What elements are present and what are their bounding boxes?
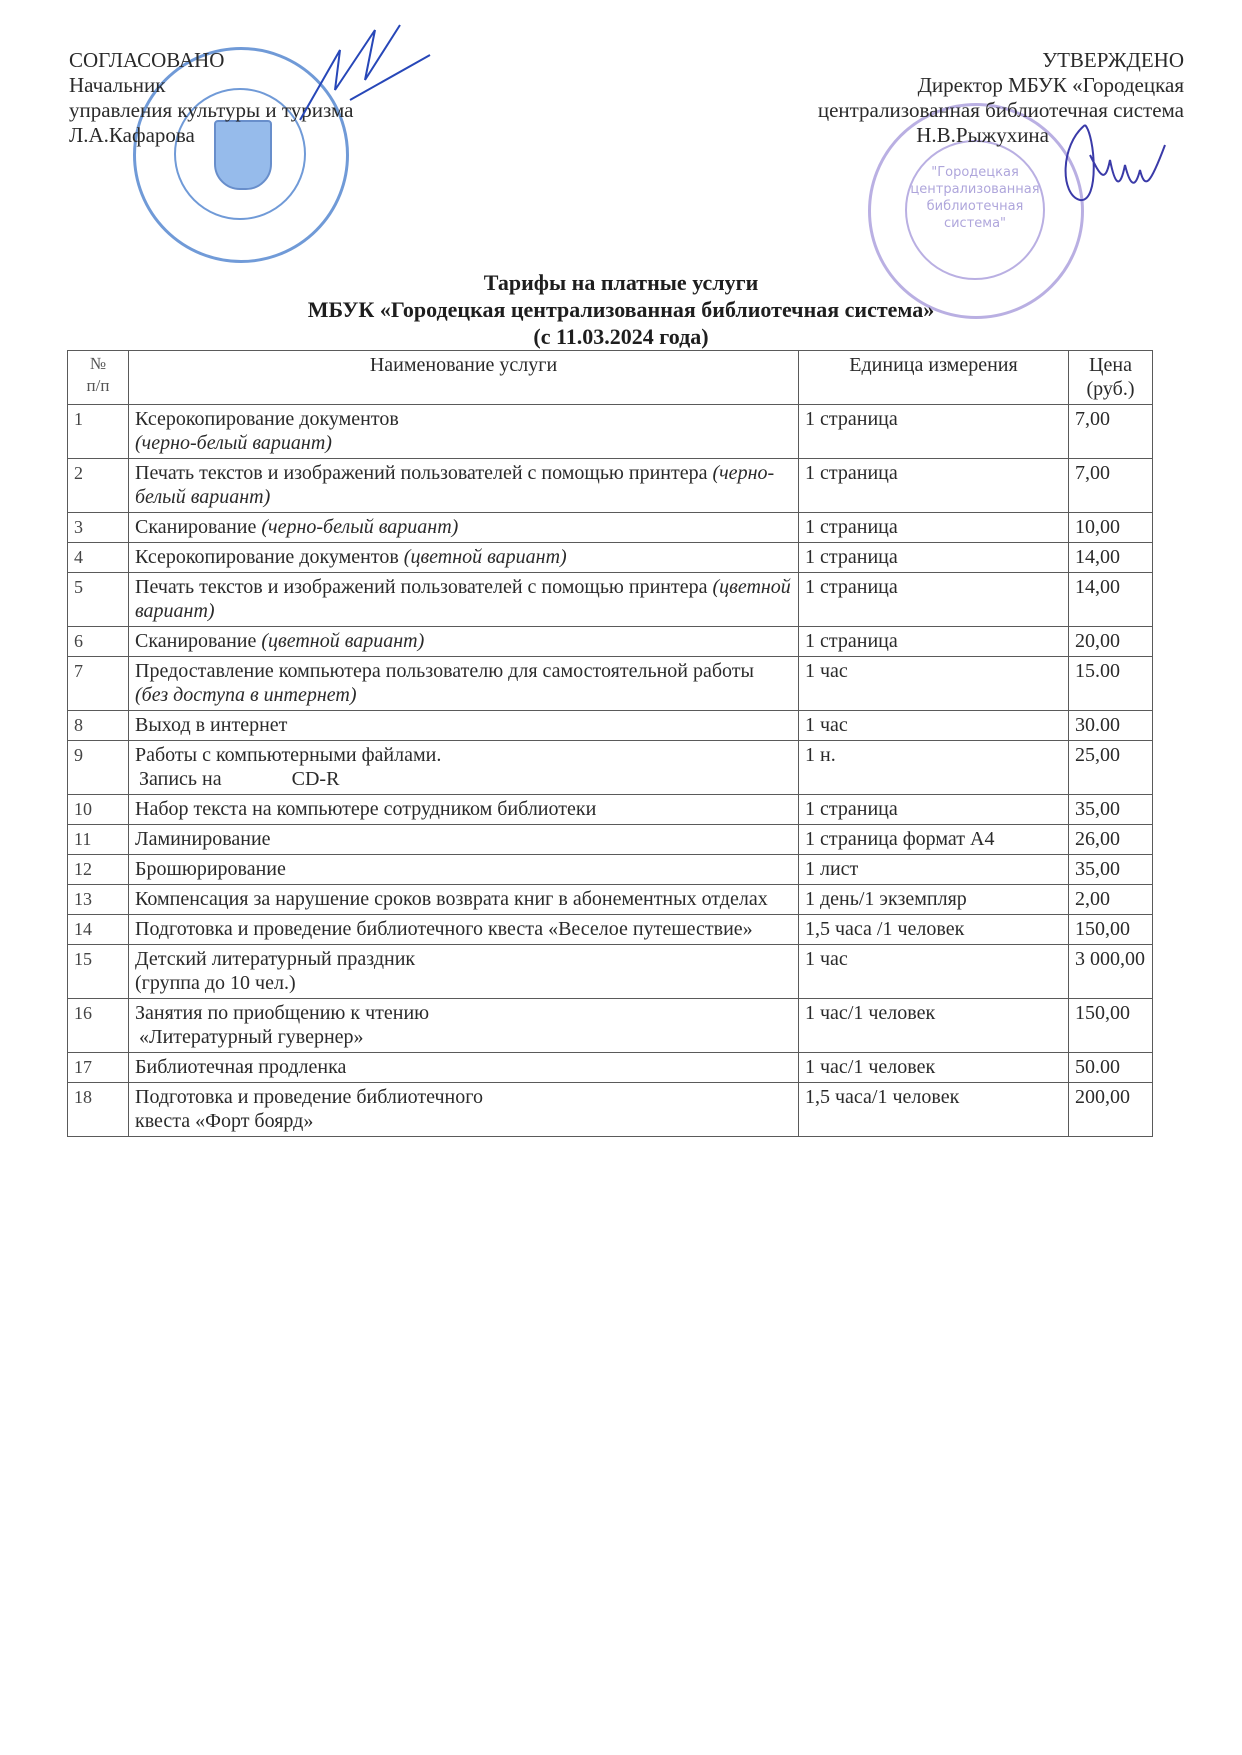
- table-row: [68, 855, 1153, 885]
- unit-of-measure: 1,5 часа /1 человек: [799, 915, 1069, 945]
- unit-of-measure: 1 н.: [799, 741, 1069, 795]
- price: 35,00: [1069, 855, 1153, 885]
- row-number: 11: [68, 825, 129, 855]
- table-row: [68, 999, 1153, 1053]
- service-name: [129, 573, 799, 627]
- table-row: [68, 1053, 1153, 1083]
- service-name-text: Ксерокопирование документов: [135, 546, 399, 568]
- service-name: [129, 405, 799, 459]
- service-name-text: Работы с компьютерными файлами.: [135, 744, 442, 766]
- row-number: 2: [68, 459, 129, 513]
- price: 35,00: [1069, 795, 1153, 825]
- service-name-note: (черно-белый вариант): [135, 432, 332, 454]
- service-name: [129, 855, 799, 885]
- stamp-right-center-text: "Городецкая централизованная библиотечная система": [910, 165, 1040, 231]
- service-name-note: (цветной вариант): [135, 576, 791, 622]
- table-row: [68, 513, 1153, 543]
- price: 7,00: [1069, 459, 1153, 513]
- service-name: [129, 459, 799, 513]
- price: 15.00: [1069, 657, 1153, 711]
- approval-right-position-1: Директор МБУК «Городецкая: [917, 73, 1184, 97]
- service-name-note: (цветной вариант): [261, 630, 425, 652]
- unit-of-measure: 1 час: [799, 711, 1069, 741]
- row-number: 7: [68, 657, 129, 711]
- service-name-text: Детский литературный праздник: [135, 948, 416, 970]
- service-name-note: (черно-белый вариант): [261, 516, 459, 538]
- row-number: 5: [68, 573, 129, 627]
- price: 14,00: [1069, 573, 1153, 627]
- price: 150,00: [1069, 999, 1153, 1053]
- unit-of-measure: 1 лист: [799, 855, 1069, 885]
- service-name: [129, 1053, 799, 1083]
- row-number: 1: [68, 405, 129, 459]
- approval-left-name: Л.А.Кафарова: [69, 123, 195, 147]
- service-name: [129, 795, 799, 825]
- service-name-note: (без доступа в интернет): [135, 684, 357, 706]
- row-number: 9: [68, 741, 129, 795]
- unit-of-measure: 1 час/1 человек: [799, 1053, 1069, 1083]
- unit-of-measure: 1 страница формат А4: [799, 825, 1069, 855]
- document-title: [0, 269, 1242, 350]
- row-number: 4: [68, 543, 129, 573]
- service-name: [129, 657, 799, 711]
- service-name-line2-text: Запись на: [139, 768, 222, 790]
- table-row: [68, 627, 1153, 657]
- column-header-price: Цена (руб.): [1069, 351, 1153, 405]
- table-row: [68, 711, 1153, 741]
- service-name-note: (черно-белый вариант): [135, 462, 775, 508]
- unit-of-measure: 1 страница: [799, 543, 1069, 573]
- column-header-unit: Единица измерения: [799, 351, 1069, 405]
- approval-right-title: УТВЕРЖДЕНО: [1042, 48, 1184, 72]
- table-header-row: [68, 351, 1153, 405]
- service-name: [129, 741, 799, 795]
- row-number: 17: [68, 1053, 129, 1083]
- price: 30.00: [1069, 711, 1153, 741]
- approval-left-position-2: управления культуры и туризма: [69, 98, 354, 122]
- table-row: [68, 741, 1153, 795]
- service-name-text: Предоставление компьютера пользователю для самостоятельной работы: [135, 660, 754, 682]
- service-name-text: Сканирование: [135, 630, 257, 652]
- unit-of-measure: 1 час: [799, 945, 1069, 999]
- price: 20,00: [1069, 627, 1153, 657]
- service-name-line2-text: (группа до 10 чел.): [135, 972, 296, 994]
- service-name: [129, 999, 799, 1053]
- price: 150,00: [1069, 915, 1153, 945]
- service-name: [129, 513, 799, 543]
- table-row: [68, 795, 1153, 825]
- table-row: [68, 573, 1153, 627]
- service-name-text: Компенсация за нарушение сроков возврата книг в абонементных отделах: [135, 888, 768, 910]
- unit-of-measure: 1 день/1 экземпляр: [799, 885, 1069, 915]
- service-name: [129, 711, 799, 741]
- table-row: [68, 405, 1153, 459]
- service-name: [129, 543, 799, 573]
- row-number: 16: [68, 999, 129, 1053]
- service-name-text: Библиотечная продленка: [135, 1056, 347, 1078]
- title-line-2: МБУК «Городецкая централизованная библиотечная система»: [307, 297, 935, 322]
- service-name-text: Печать текстов и изображений пользователей с помощью принтера: [135, 462, 708, 484]
- approval-left-position-1: Начальник: [69, 73, 166, 97]
- unit-of-measure: 1 страница: [799, 513, 1069, 543]
- service-name: [129, 825, 799, 855]
- price: 25,00: [1069, 741, 1153, 795]
- service-name-line2: [135, 1025, 792, 1049]
- table-body: [68, 405, 1153, 1137]
- table-row: [68, 1083, 1153, 1137]
- unit-of-measure: 1 час/1 человек: [799, 999, 1069, 1053]
- service-name: [129, 1083, 799, 1137]
- unit-of-measure: 1 страница: [799, 795, 1069, 825]
- service-name-text: Подготовка и проведение библиотечного: [135, 1086, 483, 1108]
- table-row: [68, 825, 1153, 855]
- service-name-line2: [135, 1109, 792, 1133]
- approval-left-title: СОГЛАСОВАНО: [69, 48, 225, 72]
- column-header-num: № п/п: [68, 351, 129, 405]
- price: 2,00: [1069, 885, 1153, 915]
- table-row: [68, 945, 1153, 999]
- row-number: 8: [68, 711, 129, 741]
- approval-right-name: Н.В.Рыжухина: [916, 123, 1049, 147]
- row-number: 14: [68, 915, 129, 945]
- table-row: [68, 657, 1153, 711]
- unit-of-measure: 1 страница: [799, 627, 1069, 657]
- unit-of-measure: 1 час: [799, 657, 1069, 711]
- service-name-text: Сканирование: [135, 516, 257, 538]
- row-number: 15: [68, 945, 129, 999]
- row-number: 18: [68, 1083, 129, 1137]
- table-row: [68, 543, 1153, 573]
- service-name-text: Подготовка и проведение библиотечного квеста «Веселое путешествие»: [135, 918, 753, 940]
- unit-of-measure: 1 страница: [799, 405, 1069, 459]
- price: 200,00: [1069, 1083, 1153, 1137]
- approval-right-position-2: централизованная библиотечная система: [817, 98, 1184, 122]
- service-name-line2-text: «Литературный гувернер»: [139, 1026, 364, 1048]
- service-name-text: Выход в интернет: [135, 714, 288, 736]
- service-name: [129, 627, 799, 657]
- service-name-text: Брошюрирование: [135, 858, 286, 880]
- row-number: 3: [68, 513, 129, 543]
- service-name: [129, 915, 799, 945]
- row-number: 10: [68, 795, 129, 825]
- table-row: [68, 885, 1153, 915]
- service-name-text: Набор текста на компьютере сотрудником библиотеки: [135, 798, 597, 820]
- service-name-text: Ксерокопирование документов: [135, 408, 399, 430]
- row-number: 12: [68, 855, 129, 885]
- unit-of-measure: 1 страница: [799, 459, 1069, 513]
- price: 26,00: [1069, 825, 1153, 855]
- service-name-line2: [135, 971, 792, 995]
- price: 50.00: [1069, 1053, 1153, 1083]
- service-name-line2-text: квеста «Форт боярд»: [135, 1110, 314, 1132]
- row-number: 13: [68, 885, 129, 915]
- title-line-1: Тарифы на платные услуги: [483, 270, 759, 295]
- service-name-line2: [135, 767, 792, 791]
- table-row: [68, 915, 1153, 945]
- service-name: [129, 945, 799, 999]
- column-header-name: Наименование услуги: [129, 351, 799, 405]
- price: 10,00: [1069, 513, 1153, 543]
- service-name-note: (цветной вариант): [403, 546, 567, 568]
- price: 3 000,00: [1069, 945, 1153, 999]
- service-name-text: Занятия по приобщению к чтению: [135, 1002, 430, 1024]
- table-row: [68, 459, 1153, 513]
- price: 14,00: [1069, 543, 1153, 573]
- service-name: [129, 885, 799, 915]
- title-line-3: (с 11.03.2024 года): [533, 324, 709, 349]
- tariffs-table: [67, 350, 1153, 1137]
- approval-right: [818, 48, 1184, 148]
- service-name-text: Печать текстов и изображений пользователей с помощью принтера: [135, 576, 708, 598]
- approval-left: [69, 48, 353, 148]
- price: 7,00: [1069, 405, 1153, 459]
- service-name-text: Ламинирование: [135, 828, 271, 850]
- unit-of-measure: 1 страница: [799, 573, 1069, 627]
- service-name-line2-extra: CD-R: [291, 768, 340, 790]
- unit-of-measure: 1,5 часа/1 человек: [799, 1083, 1069, 1137]
- row-number: 6: [68, 627, 129, 657]
